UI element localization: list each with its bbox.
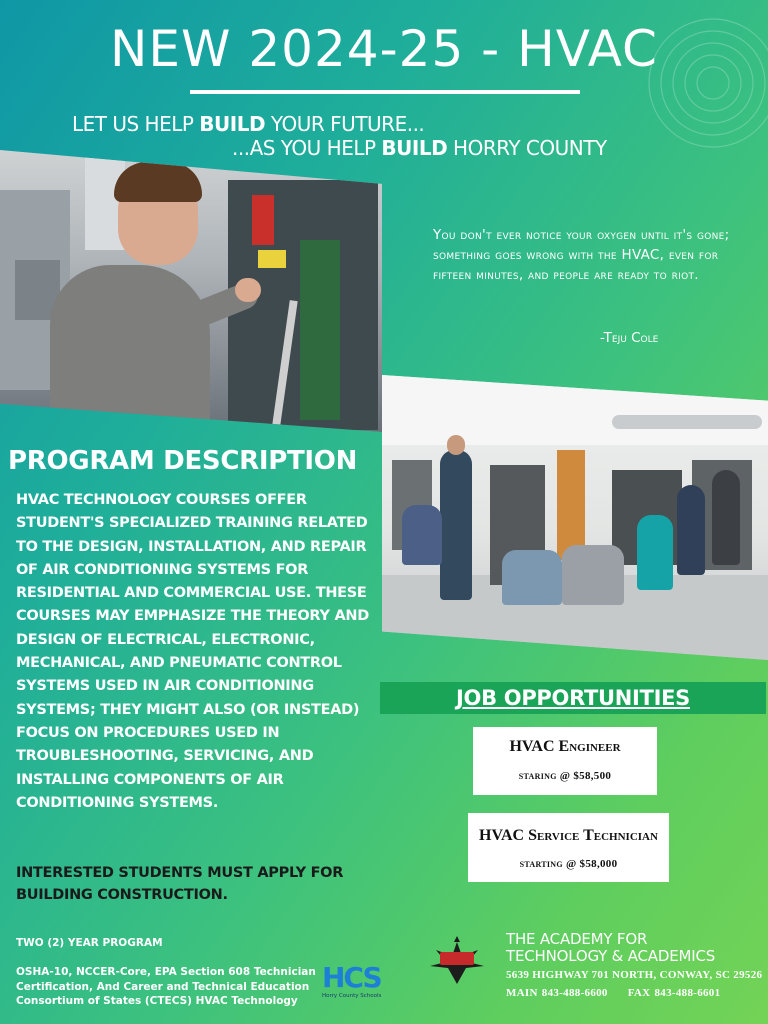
fax-number: FAX 843-488-6601 <box>627 987 721 999</box>
quote-attribution: -Teju Cole <box>600 330 659 346</box>
school-address: 5639 HIGHWAY 701 NORTH, CONWAY, SC 29526 <box>506 969 763 981</box>
student-wiring-photo <box>0 150 382 432</box>
main-phone: MAIN 843-488-6600 <box>506 987 608 999</box>
school-phones <box>506 987 720 999</box>
program-description-heading: PROGRAM DESCRIPTION <box>8 446 358 476</box>
hcs-logo-text: HCS <box>322 961 381 994</box>
hcs-logo <box>322 963 382 1003</box>
job-card-hvac-engineer <box>473 727 657 795</box>
job-opportunities-banner <box>380 682 766 714</box>
hcs-logo-subtitle: Horry County Schools <box>322 993 382 999</box>
job-opportunities-heading: JOB OPPORTUNITIES <box>456 686 690 710</box>
tagline-line-1: LET US HELP BUILD YOUR FUTURE... <box>72 112 425 136</box>
certifications-list: OSHA-10, NCCER-Core, EPA Section 608 Technician Certification, And Career and Technical Education Consortium of States (CTECS) HVAC Technology <box>16 966 316 1007</box>
tagline-line-2: ...AS YOU HELP BUILD HORRY COUNTY <box>232 136 607 160</box>
title-underline <box>190 90 580 94</box>
school-name: THE ACADEMY FOR TECHNOLOGY & ACADEMICS <box>506 930 716 965</box>
job-title: HVAC Engineer <box>509 738 621 755</box>
job-card-hvac-service-technician <box>468 813 669 882</box>
classroom-lab-photo <box>382 375 768 660</box>
program-length: TWO (2) YEAR PROGRAM <box>16 937 163 949</box>
page-title: NEW 2024-25 - HVAC <box>110 20 658 78</box>
quote-text: You don't ever notice your oxygen until it's gone; something goes wrong with the HVAC, even for fifteen minutes, and people are ready to riot. <box>433 227 730 283</box>
program-description-body: HVAC TECHNOLOGY COURSES OFFER STUDENT'S SPECIALIZED TRAINING RELATED TO THE DESIGN, INSTALLATION, AND REPAIR OF AIR CONDITIONING SYSTEMS FOR RESIDENTIAL AND COMMERCIAL USE. THESE COURSES MAY EMPHASIZE THE THEORY AND DESIGN OF ELECTRICAL, ELECTRONIC, MECHANICAL, AND PNEUMATIC CONTROL SYSTEMS USED IN AIR CONDITIONING SYSTEMS; THEY MIGHT ALSO (OR INSTEAD) FOCUS ON PROCEDURES USED IN TROUBLESHOOTING, SERVICING, AND INSTALLING COMPONENTS OF AIR CONDITIONING SYSTEMS. <box>16 492 369 811</box>
job-salary: staring @ $58,500 <box>518 770 612 782</box>
job-title: HVAC Service Technician <box>479 827 658 844</box>
ata-eagle-logo <box>426 934 488 986</box>
job-salary: starting @ $58,000 <box>519 858 618 870</box>
apply-note: INTERESTED STUDENTS MUST APPLY FOR BUILDING CONSTRUCTION. <box>16 865 344 903</box>
